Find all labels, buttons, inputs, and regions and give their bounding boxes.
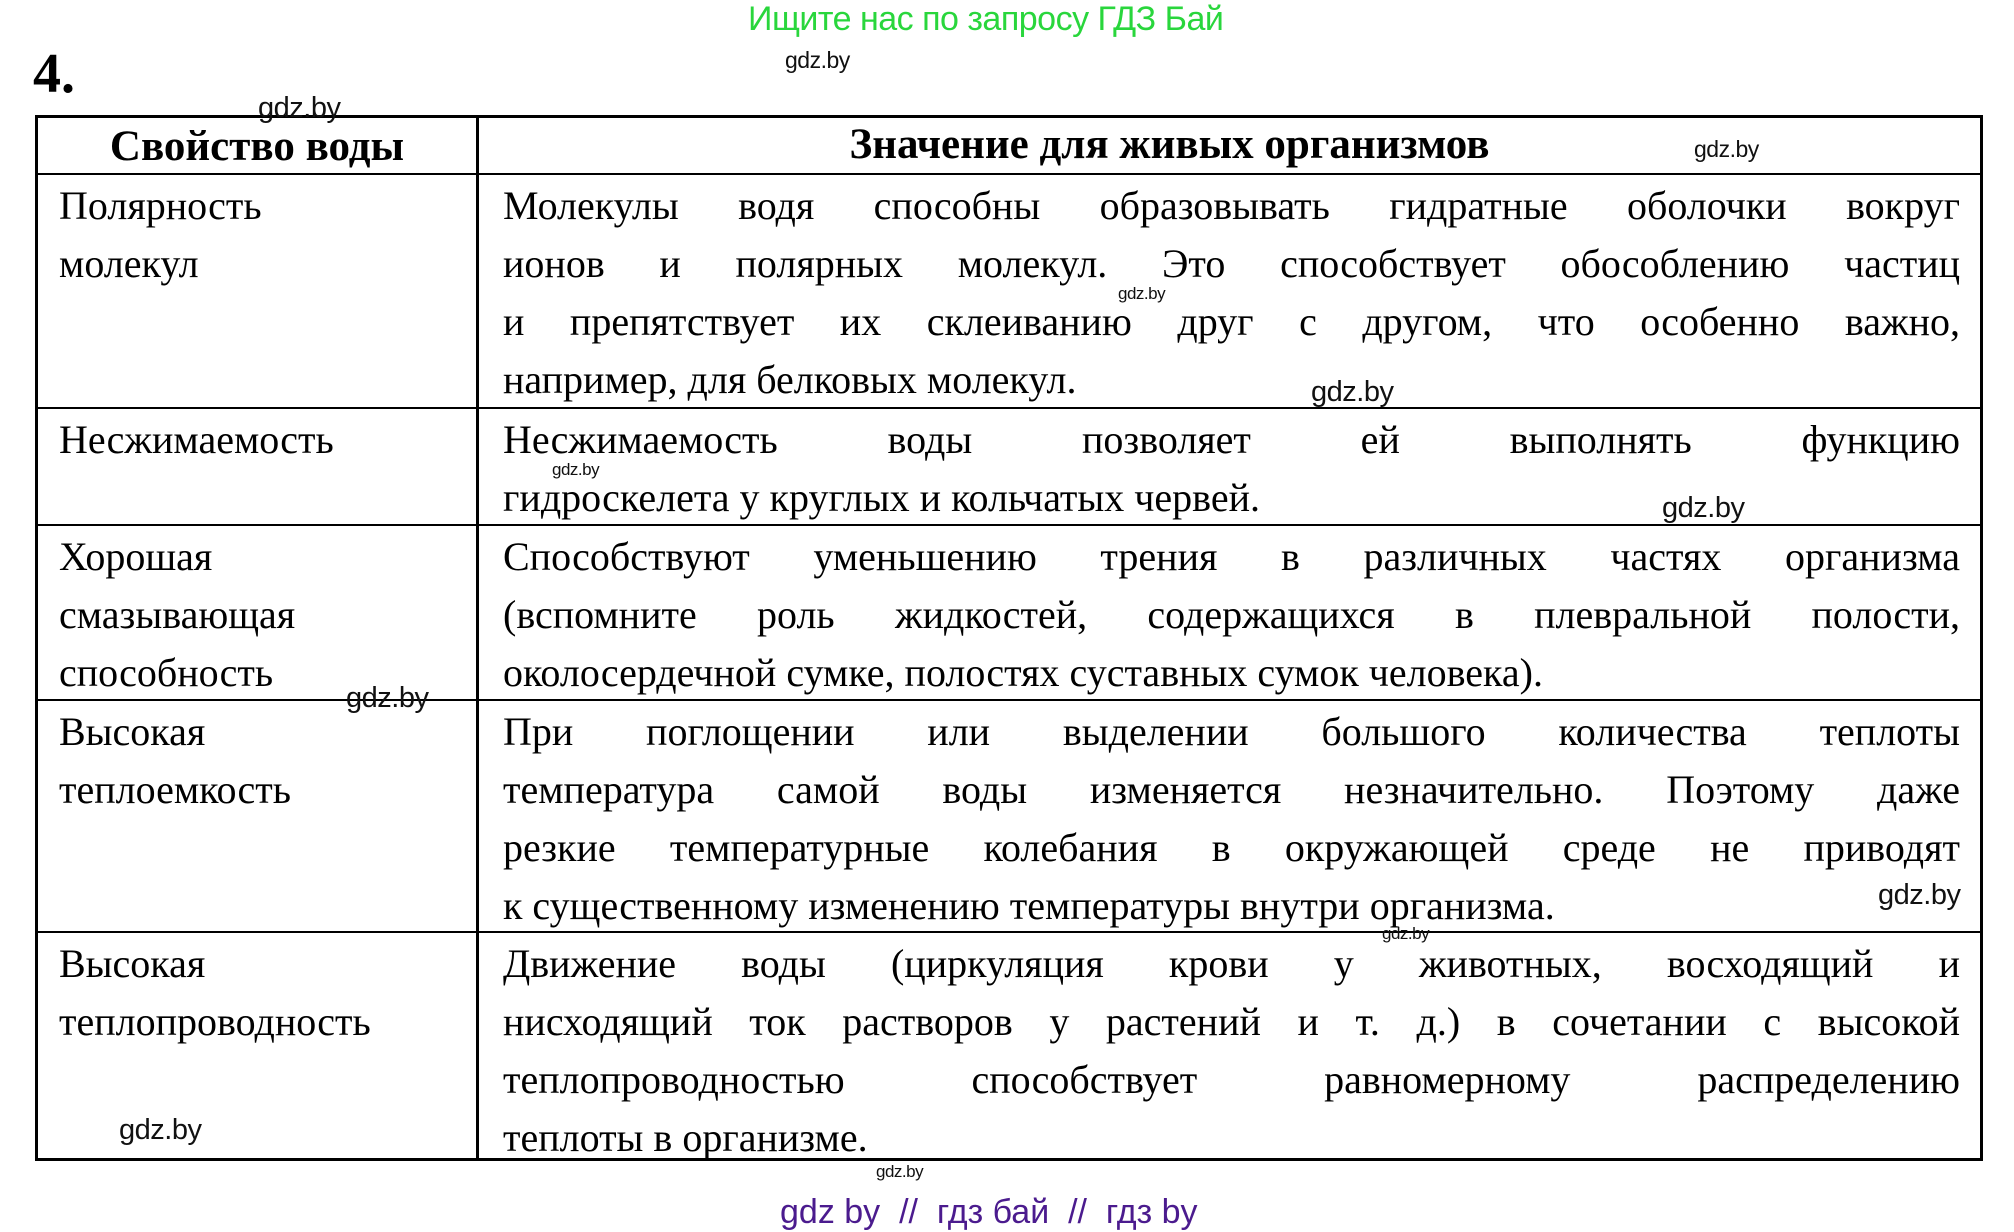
meaning-line: Несжимаемость воды позволяет ей выполнять функцию xyxy=(503,417,1960,462)
table-row xyxy=(38,526,1980,701)
meaning-line: теплоты в организме. xyxy=(503,1115,868,1160)
water-properties-table xyxy=(35,115,1983,1161)
watermark: gdz.by xyxy=(1382,924,1430,943)
property-line: теплопроводность xyxy=(59,999,371,1044)
property-cell xyxy=(38,701,479,931)
watermark: gdz.by xyxy=(552,460,600,479)
watermark: gdz.by xyxy=(1694,136,1759,162)
header-meaning: Значение для живых организмов xyxy=(849,121,1490,168)
meaning-cell xyxy=(479,409,1980,524)
property-line: Высокая xyxy=(59,709,206,754)
meaning-line: ионов и полярных молекул. Это способствует обособлению частиц xyxy=(503,241,1960,286)
property-cell xyxy=(38,175,479,407)
watermark: gdz.by xyxy=(1878,879,1961,911)
meaning-line: околосердечной сумке, полостях суставных сумок человека). xyxy=(503,650,1543,695)
meaning-line: При поглощении или выделении большого количества теплоты xyxy=(503,709,1960,754)
property-line: способность xyxy=(59,650,274,695)
promo-banner-text: Ищите нас по запросу ГДЗ Бай xyxy=(748,0,1224,38)
meaning-line: например, для белковых молекул. xyxy=(503,357,1077,402)
property-line: смазывающая xyxy=(59,592,296,637)
table-header-row xyxy=(38,118,1980,175)
property-line: молекул xyxy=(59,241,199,286)
table-row xyxy=(38,701,1980,933)
table-row xyxy=(38,933,1980,1158)
meaning-line: к существенному изменению температуры внутри организма. xyxy=(503,883,1555,928)
meaning-line: и препятствует их склеиванию друг с другом, что особенно важно, xyxy=(503,299,1960,344)
meaning-line: теплопроводностью способствует равномерному распределению xyxy=(503,1057,1960,1102)
watermark: gdz.by xyxy=(119,1114,202,1146)
meaning-line: гидроскелета у круглых и кольчатых червей. xyxy=(503,475,1260,520)
table-row xyxy=(38,175,1980,409)
footer-site-links: gdz by // гдз бай // гдз by xyxy=(780,1193,1198,1231)
watermark: gdz.by xyxy=(1118,284,1166,303)
meaning-cell xyxy=(479,175,1980,407)
header-property: Свойство воды xyxy=(38,118,479,173)
meaning-cell xyxy=(479,526,1980,699)
meaning-line: нисходящий ток растворов у растений и т. д.) в сочетании с высокой xyxy=(503,999,1960,1044)
property-cell xyxy=(38,526,479,699)
meaning-line: температура самой воды изменяется незначительно. Поэтому даже xyxy=(503,767,1960,812)
meaning-cell xyxy=(479,701,1980,931)
meaning-line: Способствуют уменьшению трения в различных частях организма xyxy=(503,534,1960,579)
task-number: 4. xyxy=(33,43,75,105)
property-line: Полярность xyxy=(59,183,262,228)
meaning-line: Молекулы водя способны образовывать гидратные оболочки вокруг xyxy=(503,183,1960,228)
property-cell xyxy=(38,409,479,524)
property-line: Хорошая xyxy=(59,534,213,579)
property-line: теплоемкость xyxy=(59,767,292,812)
watermark: gdz.by xyxy=(258,92,341,124)
property-cell xyxy=(38,933,479,1158)
meaning-cell xyxy=(479,933,1980,1158)
meaning-line: (вспомните роль жидкостей, содержащихся в плевральной полости, xyxy=(503,592,1960,637)
property-line: Несжимаемость xyxy=(59,417,334,462)
watermark: gdz.by xyxy=(785,47,850,73)
watermark: gdz.by xyxy=(876,1162,924,1181)
meaning-line: Движение воды (циркуляция крови у животных, восходящий и xyxy=(503,941,1960,986)
watermark: gdz.by xyxy=(346,682,429,714)
meaning-line: резкие температурные колебания в окружающей среде не приводят xyxy=(503,825,1960,870)
watermark: gdz.by xyxy=(1311,376,1394,408)
property-line: Высокая xyxy=(59,941,206,986)
watermark: gdz.by xyxy=(1662,492,1745,524)
